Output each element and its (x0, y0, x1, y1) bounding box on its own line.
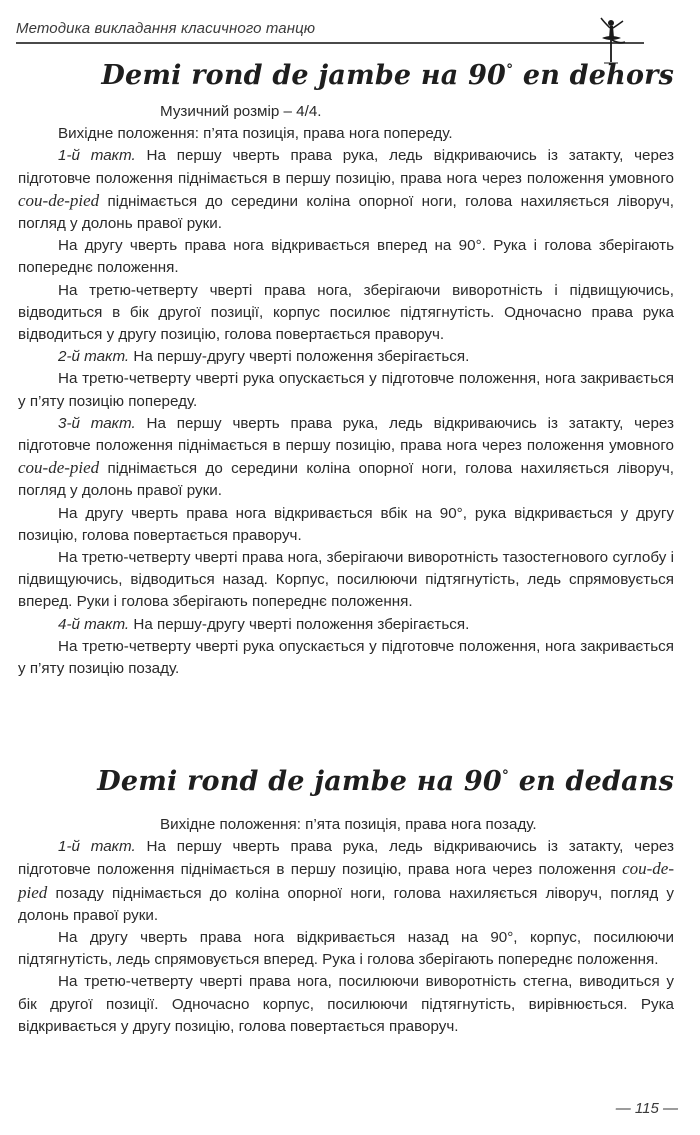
heading-main: Demi rond de jambe на 90 (97, 766, 502, 797)
heading-main: Demi rond de jambe на 90 (101, 60, 507, 91)
term-cou-de-pied: cou-de-pied (18, 190, 100, 210)
paragraph-text: піднімається до середини коліна опорної ноги, голова нахиляється ліворуч, погляд у долонь правої руки. (18, 192, 674, 233)
paragraph: На третю-четверту чверті рука опускається у підготовче положення, нога закривається у п’яту позицію попереду. (18, 370, 674, 410)
paragraph: На третю-четверту чверті рука опускається у підготовче положення, нога закривається у п’яту позицію позаду. (18, 637, 674, 678)
paragraph-text: На першу чверть права рука, ледь відкриваючись із затакту, через підготовче положення піднімається в першу позицію, права нога через положення умовного (18, 147, 674, 187)
measure-label: 2-й такт. (58, 348, 130, 366)
paragraph-text: На першу-другу чверті положення зберігається. (129, 615, 470, 633)
heading-tail: en dehors (513, 60, 674, 91)
music-size-line: Музичний розмір – 4/4. (160, 103, 322, 120)
paragraph: На другу чверть права нога відкривається вбік на 90°, рука відкривається у другу позицію, голова повертається праворуч. (18, 504, 674, 544)
start-position-paragraph: Вихідне положення: п’ята позиція, права нога попереду. (58, 125, 453, 143)
paragraph: На третю-четверту чверті права нога, зберігаючи виворотність і підвищуючись, відводиться в бік другої позиції, корпус посилює підтягнутість. Одночасно права рука відводиться у другу позицію, голова повертається праворуч. (18, 281, 674, 344)
term-cou-de-pied: cou-de-pied (18, 859, 674, 902)
section-body-en-dedans (18, 814, 674, 1038)
paragraph: На третю-четверту чверті права нога, посилюючи виворотність стегна, виводиться у бік другої позиції. Одночасно корпус, посилюючи підтягнутість, вирівнюється. Рука відкривається у другу позицію, голова повертається праворуч. (18, 973, 674, 1035)
paragraph-text: На першу чверть права рука, ледь відкриваючись із затакту, через підготовче положення піднімається в першу позицію, права нога через положення (18, 838, 674, 879)
measure-label: 1-й такт. (58, 147, 136, 165)
measure-label: 1-й такт. (58, 838, 136, 856)
measure-1-paragraph (18, 836, 674, 927)
paragraph: На третю-четверту чверті права нога, зберігаючи виворотність тазостегнового суглобу і підвищуючись, відводиться назад. Корпус, посилюючи підтягнутість, ледь спрямовується вперед. Руки і голова зберігають попереднє положення. (18, 549, 674, 611)
start-position-paragraph: Вихідне положення: п’ята позиція, права нога позаду. (160, 816, 537, 833)
ballerina-icon (592, 16, 632, 66)
paragraph-text: На першу чверть права рука, ледь відкриваючись із затакту, через підготовче положення піднімається в першу позицію, права нога через положення умовного (18, 414, 674, 455)
measure-2-paragraph (18, 346, 674, 368)
term-cou-de-pied: cou-de-pied (18, 458, 100, 478)
paragraph-text: позаду піднімається до коліна опорної ноги, голова нахиляється ліворуч, погляд у долонь правої руки. (18, 884, 674, 924)
paragraph-text: На першу-другу чверті положення зберігається. (129, 348, 470, 366)
heading-tail: en dedans (509, 766, 674, 797)
running-header-title: Методика викладання класичного танцю (16, 20, 316, 37)
measure-3-paragraph (18, 413, 674, 503)
section-heading-en-dehors (101, 60, 674, 91)
paragraph-text: піднімається до середини коліна опорної ноги, голова нахиляється ліворуч, погляд у долонь правої руки. (18, 460, 674, 500)
section-heading-en-dedans (97, 766, 674, 797)
running-header (16, 14, 644, 44)
paragraph: На другу чверть права нога відкривається назад на 90°, корпус, посилюючи підтягнутість, ледь спрямовується вперед. Рука і голова зберігають попереднє положення. (18, 929, 674, 969)
measure-label: 4-й такт. (58, 615, 130, 633)
paragraph: На другу чверть права нога відкривається вперед на 90°. Рука і голова зберігають попереднє положення. (18, 237, 674, 277)
measure-4-paragraph (18, 614, 674, 636)
measure-label: 3-й такт. (58, 414, 136, 432)
measure-1-paragraph (18, 145, 674, 235)
section-body-en-dehors (18, 101, 674, 680)
degree-sign: ° (506, 62, 514, 78)
page-number: — 115 — (615, 1100, 678, 1117)
degree-sign: ° (501, 768, 510, 784)
